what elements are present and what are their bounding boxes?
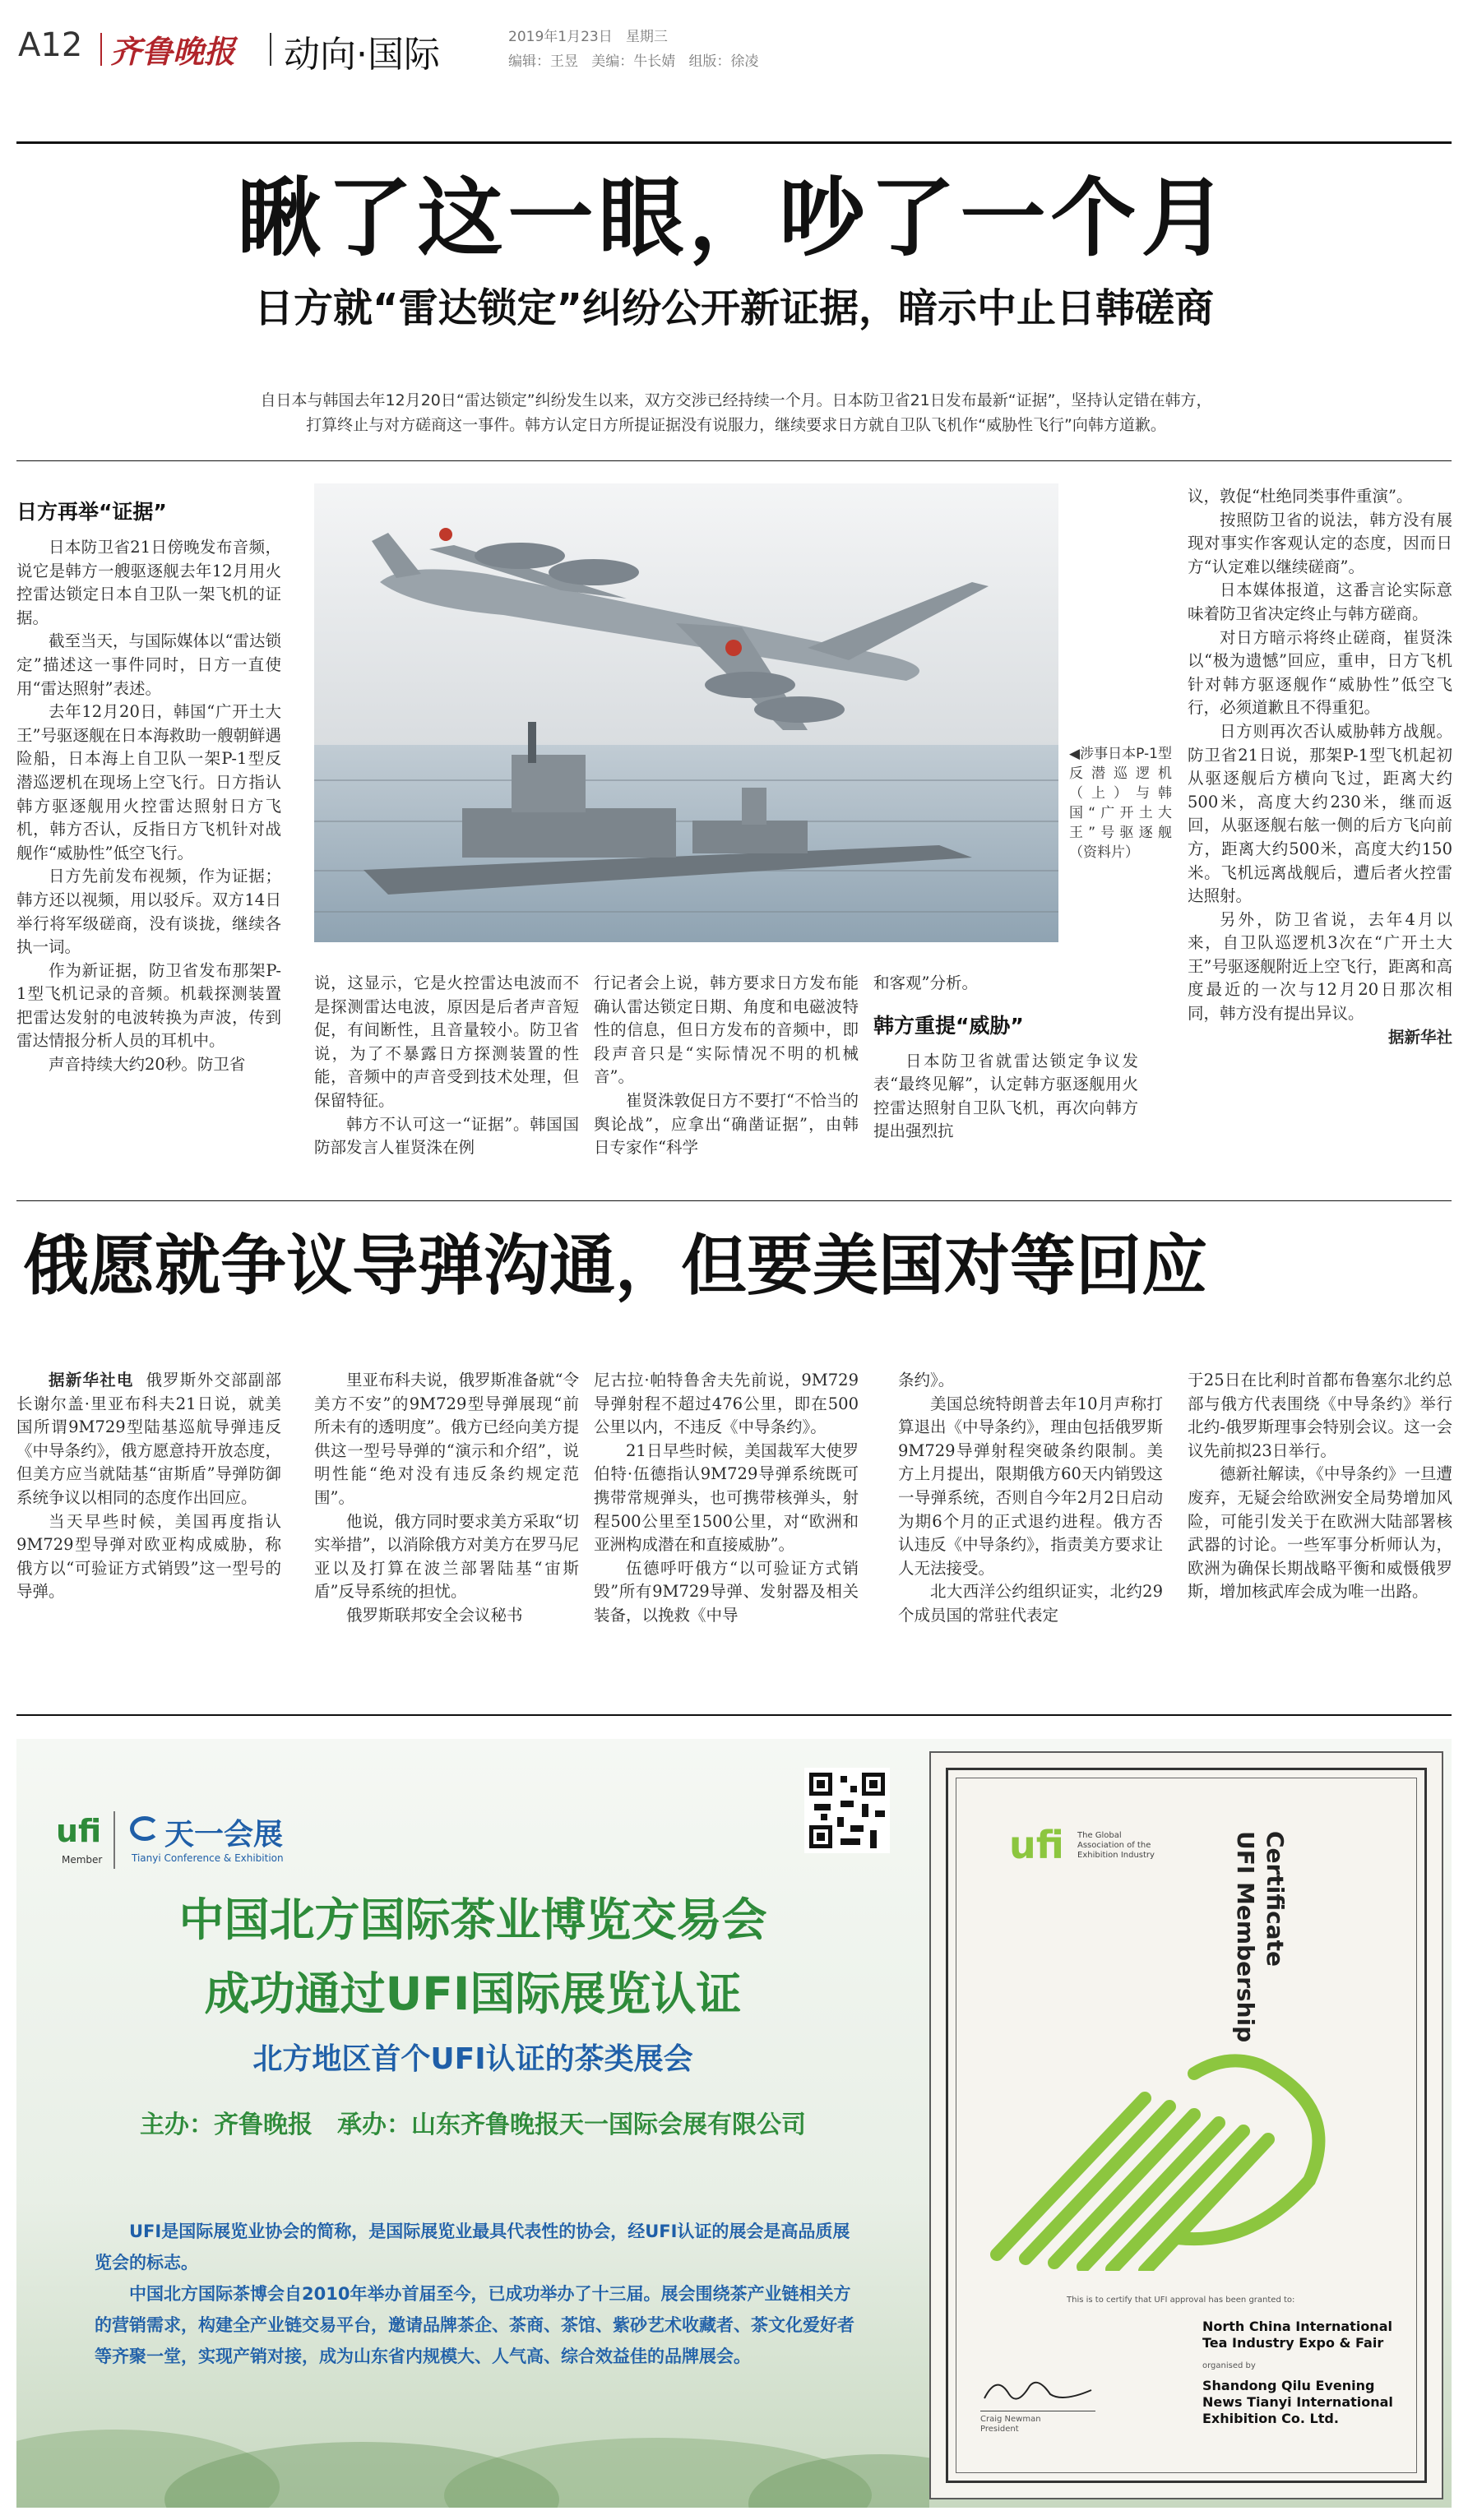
- news-source: 据新华社: [1387, 1027, 1452, 1047]
- weekday: 星期三: [625, 29, 668, 45]
- paragraph: 于25日在比利时首都布鲁塞尔北约总部与俄方代表围绕《中导条约》举行北约-俄罗斯理事会特别会议。这一会议先前拟23日举行。: [1188, 1371, 1452, 1460]
- proof-credit: 组版：徐凌: [688, 53, 759, 70]
- org-line: News Tianyi International: [1202, 2394, 1393, 2410]
- story2-col3: [594, 1369, 859, 1628]
- cert-certify-line: This is to certify that UFI approval has been granted to:: [1067, 2296, 1295, 2305]
- org-line: Exhibition Co. Ltd.: [1202, 2411, 1339, 2426]
- cert-organiser: [1202, 2378, 1416, 2427]
- section-heading: 日方再举“证据”: [16, 500, 167, 524]
- date: 2019年1月23日: [508, 29, 613, 45]
- org-line: Shandong Qilu Evening: [1202, 2378, 1375, 2393]
- cert-event: [1202, 2319, 1416, 2351]
- paragraph: 尼古拉·帕特鲁舍夫先前说，9M729导弹射程不超过476公里，即在500公里以内，不违反《中导条约》。: [594, 1371, 859, 1437]
- tianyi-brand-cn: 天一会展: [164, 1818, 284, 1852]
- tagline-line: Exhibition Industry: [1077, 1851, 1155, 1860]
- art-credit: 美编：牛长婧: [591, 53, 676, 70]
- ad-organizer: 主办：齐鲁晚报 承办：山东齐鲁晚报天一国际会展有限公司: [140, 2111, 806, 2139]
- ad-title-3: 北方地区首个UFI认证的茶类展会: [252, 2042, 693, 2076]
- paragraph: 他说，俄方同时要求美方采取“切实举措”，以消除俄方对美方在罗马尼亚以及打算在波兰部署陆基“宙斯盾”反导系统的担忧。: [314, 1511, 579, 1602]
- header-divider: [100, 33, 102, 66]
- tea-field-decoration: [16, 2364, 929, 2508]
- story1-headline: 瞅了这一眼，吵了一个月: [236, 168, 1232, 268]
- paragraph: 21日早些时候，美国裁军大使罗伯特·伍德指认9M729导弹系统既可携带常规弹头，也可携带核弹头，射程500公里至1500公里，对“欧洲和亚洲构成潜在和直接威胁”。: [594, 1440, 859, 1555]
- story2-col1: [16, 1369, 281, 1604]
- paragraph-text: 俄罗斯外交部副部长谢尔盖·里亚布科夫21日说，就美国所谓9M729型陆基巡航导弹违反《中导条约》，俄方愿意持开放态度，但美方应当就陆基“宙斯盾”导弹防御系统争议以相同的态度作出回应。: [16, 1371, 281, 1507]
- paragraph: 伍德呼吁俄方“以可验证方式销毁”所有9M729导弹、发射器及相关装备，以挽救《中导: [594, 1558, 859, 1625]
- lead-rule: [16, 460, 1452, 461]
- header-credits: [508, 49, 758, 70]
- paragraph: 和客观”分析。: [873, 973, 978, 992]
- cert-ufi-logo: ufi: [1009, 1823, 1064, 1867]
- header-date: [508, 25, 668, 45]
- page-number: A12: [18, 26, 83, 64]
- paragraph: 日本防卫省就雷达锁定争议发表“最终见解”，认定韩方驱逐舰用火控雷达照射自卫队飞机，再次向韩方提出强烈抗: [873, 1051, 1138, 1141]
- story2-col4: [898, 1369, 1163, 1628]
- story1-col2: [314, 972, 579, 1160]
- header-divider: [270, 33, 271, 66]
- paragraph: 对日方暗示将终止磋商，崔贤洙以“极为遗憾”回应，重申，日方飞机针对韩方驱逐舰作“威胁性”低空飞行，必须道歉且不得重犯。: [1188, 627, 1452, 718]
- lead-line: 打算终止与对方磋商这一事件。韩方认定日方所提证据没有说服力，继续要求日方就自卫队飞机作“威胁性飞行”向韩方道歉。: [306, 416, 1166, 434]
- paragraph: 崔贤洙敦促日方不要打“不恰当的舆论战”，应拿出“确凿证据”，由韩日专家作“科学: [594, 1090, 859, 1158]
- ufi-swoosh-graphic: [980, 1975, 1359, 2271]
- tianyi-logo-icon: [130, 1816, 160, 1841]
- story2-headline: 俄愿就争议导弹沟通，但要美国对等回应: [23, 1228, 1207, 1304]
- cert-organised-by: organised by: [1202, 2361, 1256, 2370]
- photo-caption: ◀涉事日本P-1型反潜巡逻机（上）与韩国“广开土大王”号驱逐舰（资料片）: [1069, 746, 1172, 861]
- paragraph: 当天早些时候，美国再度指认9M729型导弹对欧亚构成威胁，称俄方以“可验证方式销毁”这一型号的导弹。: [16, 1511, 281, 1602]
- paragraph: 韩方不认可这一“证据”。韩国国防部发言人崔贤洙在例: [314, 1114, 579, 1158]
- paragraph: 德新社解读，《中导条约》一旦遭废弃，无疑会给欧洲安全局势增加风险，可能引发关于在欧洲大陆部署核武器的讨论。一些军事分析师认为，欧洲为确保长期战略平衡和威慑俄罗斯，增加核武库会成为唯一出路。: [1188, 1464, 1452, 1602]
- lead-line: 自日本与韩国去年12月20日“雷达锁定”纠纷发生以来，双方交涉已经持续一个月。日本防卫省21日发布最新“证据”，坚持认定错在韩方，: [260, 391, 1212, 409]
- paragraph: 日方先前发布视频，作为证据；韩方还以视频，用以驳斥。双方14日举行将军级磋商，没有谈拢，继续各执一词。: [16, 867, 281, 957]
- signer: [980, 2415, 1041, 2434]
- paragraph: 里亚布科夫说，俄罗斯准备就“令美方不安”的9M729型导弹展现“前所未有的透明度”。俄方已经向美方提供这一型号导弹的“演示和介绍”，说明性能“绝对没有违反条约规定范围”。: [314, 1371, 579, 1507]
- paragraph: 声音持续大约20秒。防卫省: [49, 1055, 246, 1075]
- paragraph: 行记者会上说，韩方要求日方发布能确认雷达锁定日期、角度和电磁波特性的信息，但日方发布的音频中，即段声音只是“实际情况不明的机械音”。: [594, 973, 859, 1087]
- ad-paragraph: UFI是国际展览业协会的简称，是国际展览业最具代表性的协会，经UFI认证的展会是高品质展览会的标志。: [95, 2222, 850, 2273]
- story-divider: [16, 1200, 1452, 1201]
- ad-body: [95, 2216, 859, 2372]
- dateline: 据新华社电: [49, 1371, 134, 1389]
- paragraph: 日本防卫省21日傍晚发布音频，说它是韩方一艘驱逐舰去年12月用火控雷达锁定日本自卫队一架飞机的证据。: [16, 538, 281, 627]
- ad-paragraph: 中国北方国际茶博会自2010年举办首届至今，已成功举办了十三届。展会围绕茶产业链相关方的营销需求，构建全产业链交易平台，邀请品牌茶企、茶商、茶馆、紫砂艺术收藏者、茶文化爱好者等齐聚一堂，实现产销对接，成为山东省内规模大、人气高、综合效益佳的品牌展会。: [95, 2284, 854, 2366]
- cert-title-line: Certificate: [1262, 1831, 1289, 1967]
- paragraph: 议，敦促“杜绝同类事件重演”。: [1188, 487, 1413, 506]
- header-rule: [16, 141, 1452, 144]
- ufi-logo: ufi: [56, 1813, 102, 1849]
- paragraph: 作为新证据，防卫省发布那架P-1型飞机记录的音频。机载探测装置把雷达发射的电波转换为声波，传到雷达情报分析人员的耳机中。: [16, 960, 281, 1051]
- paragraph: 说，这显示，它是火控雷达电波而不是探测雷达电波，原因是后者声音短促，有间断性，且音量较小。防卫省说，为了不暴露日方探测装置的性能，音频中的声音受到技术处理，但保留特征。: [314, 973, 579, 1110]
- paragraph: 条约》。: [898, 1371, 955, 1389]
- story2-col5: [1188, 1369, 1452, 1604]
- paragraph: 日本媒体报道，这番言论实际意味着防卫省决定终止与韩方磋商。: [1188, 580, 1452, 623]
- ad-top-rule: [16, 1714, 1452, 1716]
- ufi-certificate: [929, 1751, 1443, 2499]
- paragraph: 北大西洋公约组织证实，北约29个成员国的常驻代表定: [898, 1582, 1163, 1625]
- news-photo: [314, 483, 1058, 942]
- section-heading: 韩方重提“威胁”: [873, 1013, 1024, 1038]
- story1-col3: [594, 972, 859, 1160]
- signer-name: Craig Newman: [980, 2415, 1041, 2424]
- story2-col2: [314, 1369, 579, 1628]
- paragraph: 日方则再次否认威胁韩方战舰。防卫省21日说，那架P-1型飞机起初从驱逐舰后方横向飞过，距离大约500米，高度大约230米，继而返回，从驱逐舰右舷一侧的后方飞向前方，距离大约500米，高度大约150米。飞机远离战舰后，遭后者火控雷达照射。: [1188, 721, 1452, 906]
- ufi-member-label: Member: [62, 1854, 103, 1866]
- paragraph: 截至当天，与国际媒体以“雷达锁定”描述这一事件同时，日方一直使用“雷达照射”表述。: [16, 631, 281, 698]
- tagline-line: Association of the: [1077, 1841, 1151, 1850]
- tianyi-brand-en: Tianyi Conference & Exhibition: [132, 1852, 284, 1864]
- paragraph: 按照防卫省的说法，韩方没有展现对事实作客观认定的态度，因而日方“认定难以继续磋商”。: [1188, 510, 1452, 576]
- signature: [980, 2370, 1095, 2411]
- tea-expo-ad: [16, 1739, 1452, 2508]
- story1-col5: [1188, 485, 1452, 1049]
- story1-lead: [132, 388, 1341, 437]
- paragraph: 俄罗斯联邦安全会议秘书: [346, 1605, 523, 1625]
- logo-divider: [113, 1811, 115, 1869]
- tagline-line: The Global: [1077, 1831, 1122, 1840]
- story1-col1: [16, 493, 281, 1077]
- signer-title: President: [980, 2425, 1019, 2434]
- section-title: 动向·国际: [284, 34, 440, 76]
- story1-col4: [873, 972, 1138, 1144]
- cert-tagline: [1077, 1831, 1155, 1861]
- editor-credit: 编辑：王昱: [508, 53, 578, 70]
- paper-logo: 齐鲁晚报: [110, 33, 236, 70]
- paragraph: 另外，防卫省说，去年4月以来，自卫队巡逻机3次在“广开土大王”号驱逐舰附近上空飞行，距离和高度最近的一次与12月20日那次相同，韩方没有提出异议。: [1188, 909, 1452, 1024]
- aircraft-ship-photo: [314, 483, 1058, 942]
- qr-code: [804, 1768, 890, 1853]
- ad-title-1: 中国北方国际茶业博览交易会: [178, 1893, 767, 1946]
- event-line: North China International: [1202, 2319, 1392, 2334]
- story1-subhead: 日方就“雷达锁定”纠纷公开新证据，暗示中止日韩磋商: [253, 285, 1215, 331]
- paragraph: 去年12月20日，韩国“广开土大王”号驱逐舰在日本海救助一艘朝鲜遇险船，日本海上自卫队一架P-1型反潜巡逻机在现场上空飞行。日方指认韩方驱逐舰用火控雷达照射日方飞机，韩方否认，反指日方飞机针对战舰作“威胁性”低空飞行。: [16, 702, 281, 862]
- cert-title-line: UFI Membership: [1232, 1831, 1259, 2043]
- event-line: Tea Industry Expo & Fair: [1202, 2335, 1384, 2351]
- paragraph: 美国总统特朗普去年10月声称打算退出《中导条约》，理由包括俄罗斯9M729导弹射程突破条约限制。美方上月提出，限期俄方60天内销毁这一导弹系统，否则自今年2月2日启动为期6个月的正式退约进程。俄方否认违反《中导条约》，指责美方要求让人无法接受。: [898, 1394, 1163, 1578]
- ad-title-2: 成功通过UFI国际展览认证: [204, 1967, 742, 2020]
